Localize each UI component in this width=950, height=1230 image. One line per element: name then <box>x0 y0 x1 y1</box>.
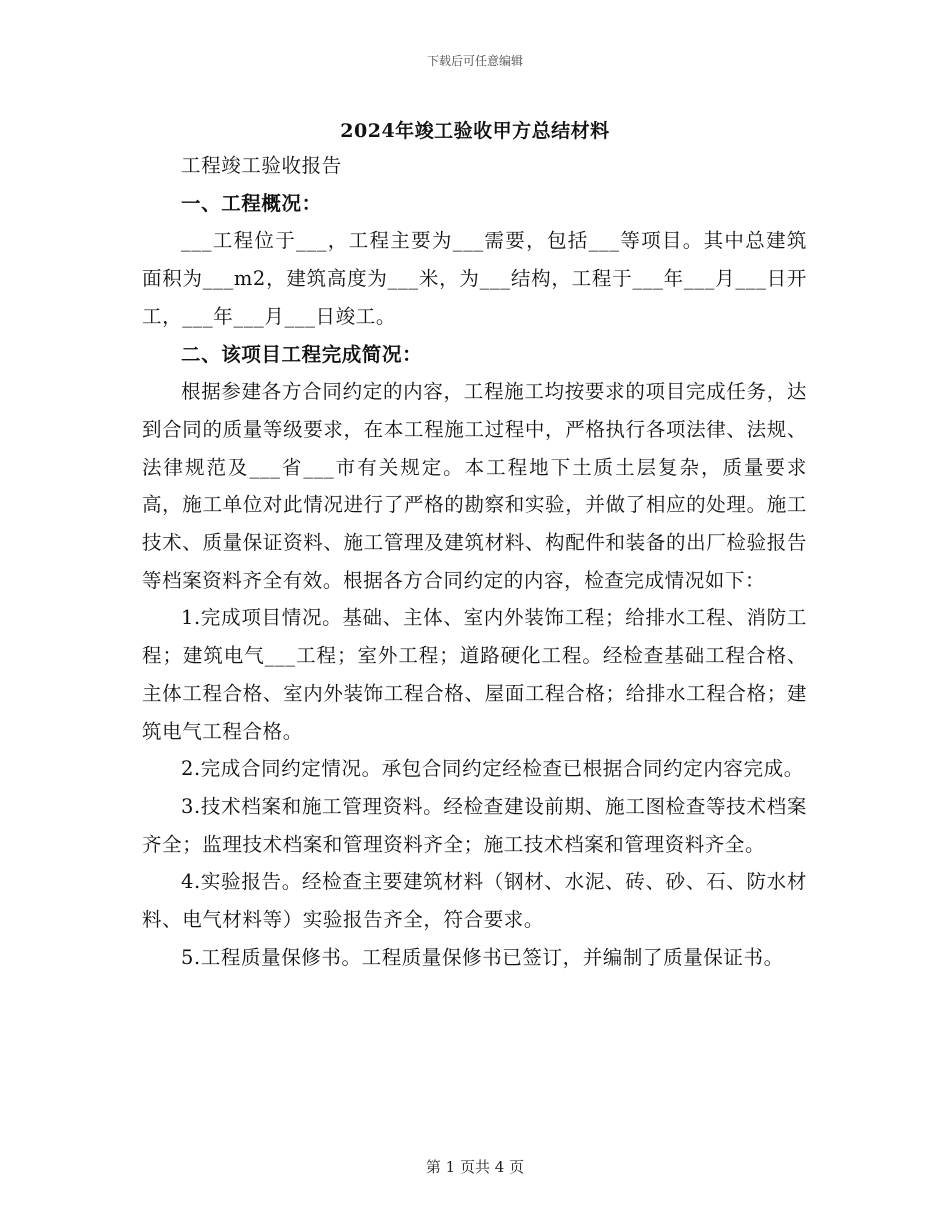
list-item-3: 3.技术档案和施工管理资料。经检查建设前期、施工图检查等技术档案齐全；监理技术档案和管理资料齐全；施工技术档案和管理资料齐全。 <box>142 794 807 856</box>
page-footer: 第 1 页共 4 页 <box>425 1158 525 1176</box>
document-title: 2024年竣工验收甲方总结材料 <box>340 120 610 142</box>
section-heading-overview: 一、工程概况： <box>181 191 322 215</box>
list-item-4: 4.实验报告。经检查主要建筑材料（钢材、水泥、砖、砂、石、防水材料、电气材料等）实验报告齐全，符合要求。 <box>142 870 807 932</box>
header-note: 下载后可任意编辑 <box>426 54 523 68</box>
document-body <box>142 147 807 976</box>
list-item-2: 2.完成合同约定情况。承包合同约定经检查已根据合同约定内容完成。 <box>181 757 804 781</box>
section-heading-completion: 二、该项目工程完成简况： <box>181 342 423 366</box>
paragraph-overview: ___工程位于___，工程主要为___需要，包括___等项目。其中总建筑面积为___m2，建筑高度为___米，为___结构，工程于___年___月___日开工，___年___月___日竣工。 <box>142 229 807 328</box>
report-subtitle: 工程竣工验收报告 <box>181 154 342 177</box>
list-item-5: 5.工程质量保修书。工程质量保修书已签订，并编制了质量保证书。 <box>181 945 784 969</box>
paragraph-completion-intro: 根据参建各方合同约定的内容，工程施工均按要求的项目完成任务，达到合同的质量等级要求，在本工程施工过程中，严格执行各项法律、法规、法律规范及___省___市有关规定。本工程地下土质土层复杂，质量要求高，施工单位对此情况进行了严格的勘察和实验，并做了相应的处理。施工技术、质量保证资料、施工管理及建筑材料、构配件和装备的出厂检验报告等档案资料齐全有效。根据各方合同约定的内容，检查完成情况如下： <box>142 380 807 592</box>
list-item-1: 1.完成项目情况。基础、主体、室内外装饰工程；给排水工程、消防工程；建筑电气___工程；室外工程；道路硬化工程。经检查基础工程合格、主体工程合格、室内外装饰工程合格、屋面工程合格；给排水工程合格；建筑电气工程合格。 <box>142 606 807 743</box>
